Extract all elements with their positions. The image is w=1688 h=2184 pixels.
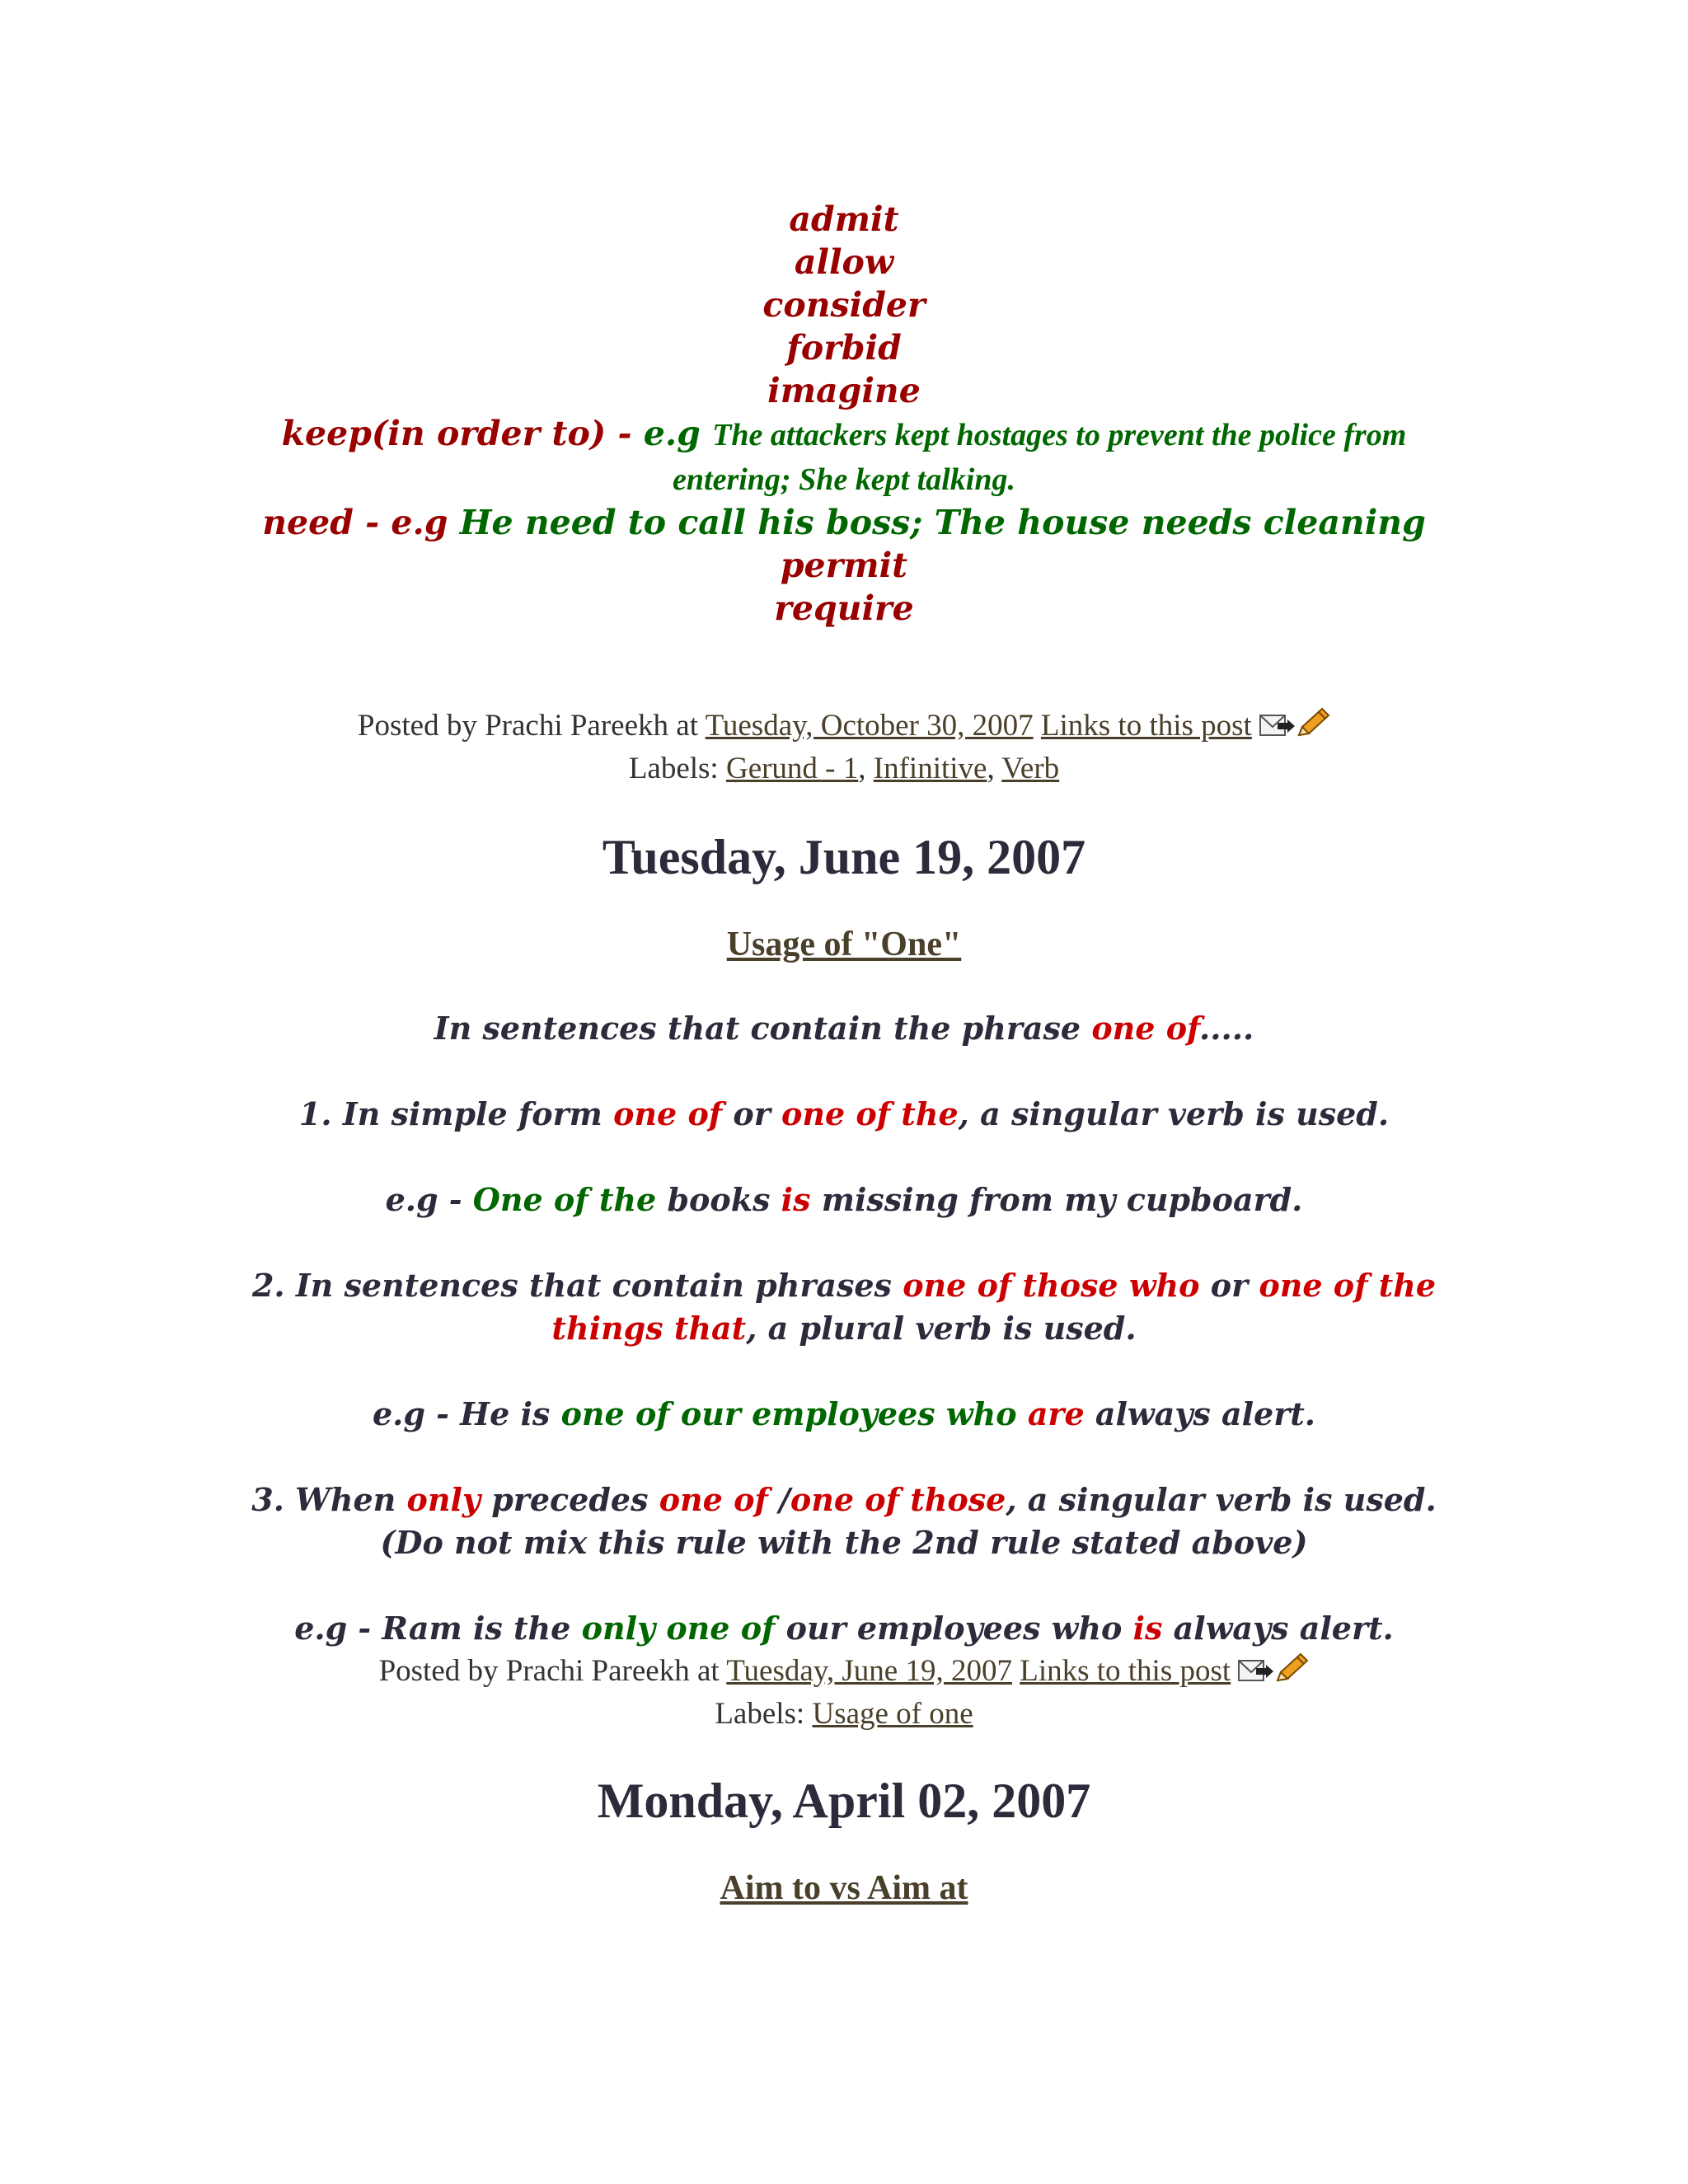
label-link[interactable]: Verb xyxy=(1001,752,1060,785)
verb-item: require xyxy=(774,588,914,628)
keep-eg: e.g xyxy=(643,414,701,453)
rule-text: or xyxy=(733,1095,771,1132)
keep-sep: - xyxy=(606,414,644,453)
rule-text: 1. In simple form xyxy=(298,1095,603,1132)
highlight: one of the xyxy=(1259,1267,1437,1304)
date-header: Tuesday, June 19, 2007 xyxy=(602,830,1086,884)
highlight: only xyxy=(406,1481,481,1518)
posted-by: Posted by Prachi Pareekh at xyxy=(378,1654,720,1688)
highlight-green: only one of xyxy=(581,1610,776,1647)
email-post-icon[interactable] xyxy=(1238,1653,1274,1696)
post-title xyxy=(0,1867,1688,1910)
highlight: one of those xyxy=(790,1481,1006,1518)
highlight: are xyxy=(1027,1395,1085,1432)
example-text: always alert. xyxy=(1095,1395,1316,1432)
example-text: missing from my cupboard. xyxy=(821,1181,1303,1218)
highlight: one of the xyxy=(781,1095,959,1132)
rule-3-note: (Do not mix this rule with the 2nd rule stated above) xyxy=(380,1524,1308,1561)
edit-pencil-icon[interactable] xyxy=(1274,1652,1309,1696)
example-2 xyxy=(0,1393,1688,1436)
date-header: Monday, April 02, 2007 xyxy=(597,1774,1091,1828)
labels-prefix: Labels: xyxy=(715,1697,805,1731)
example-1 xyxy=(0,1179,1688,1221)
highlight-green: one of our employees who xyxy=(560,1395,1017,1432)
rule-text: , a plural verb is used. xyxy=(746,1310,1137,1347)
intro-text: In sentences that contain the phrase xyxy=(434,1010,1081,1047)
verb-item: imagine xyxy=(767,371,921,410)
highlight-green: One of the xyxy=(472,1181,657,1218)
intro-end: ..... xyxy=(1199,1010,1254,1047)
example-text: e.g - Ram is the xyxy=(294,1610,571,1647)
label-link[interactable]: Infinitive xyxy=(873,752,987,785)
example-text: our employees who xyxy=(785,1610,1123,1647)
example-text: e.g - xyxy=(385,1181,462,1218)
highlight: one of xyxy=(659,1481,768,1518)
highlight: one of those who xyxy=(903,1267,1200,1304)
keep-verb: keep(in order to) xyxy=(281,414,607,453)
intro-line xyxy=(0,1007,1688,1050)
need-line xyxy=(0,501,1688,544)
label-link[interactable]: Gerund - 1 xyxy=(725,752,859,785)
need-prefix: need - e.g xyxy=(262,503,448,542)
highlight: things that xyxy=(551,1310,747,1347)
edit-pencil-icon[interactable] xyxy=(1296,707,1330,751)
verb-item: allow xyxy=(794,242,894,282)
verb-item: consider xyxy=(762,285,926,325)
links-to-post[interactable]: Links to this post xyxy=(1040,709,1252,743)
need-example: He need to call his boss; The house needs cleaning xyxy=(459,503,1426,542)
highlight: one of xyxy=(613,1095,723,1132)
post-date-link[interactable]: Tuesday, October 30, 2007 xyxy=(705,709,1034,743)
rule-text: , a singular verb is used. xyxy=(1006,1481,1437,1518)
example-text: books xyxy=(667,1181,771,1218)
rule-1 xyxy=(0,1093,1688,1136)
rule-text: 2. In sentences that contain phrases xyxy=(251,1267,892,1304)
rule-text: precedes xyxy=(491,1481,649,1518)
verb-item: forbid xyxy=(786,328,902,368)
highlight: is xyxy=(781,1181,811,1218)
keep-line-2 xyxy=(0,457,1688,501)
post-title-link[interactable]: Usage of "One" xyxy=(726,926,962,963)
rule-text: 3. When xyxy=(251,1481,396,1518)
verb-item: permit xyxy=(780,546,908,585)
post-labels xyxy=(0,1693,1688,1736)
post-labels: Labels: Gerund - 1, Infinitive, Verb xyxy=(628,752,1060,785)
post-footer xyxy=(0,705,1688,751)
verb-item: admit xyxy=(789,199,899,239)
keep-line xyxy=(0,412,1688,457)
email-post-icon[interactable] xyxy=(1259,708,1296,751)
rule-text: or xyxy=(1210,1267,1249,1304)
highlight: one of xyxy=(1091,1010,1200,1047)
posted-by: Posted by Prachi Pareekh at xyxy=(357,709,698,743)
highlight: is xyxy=(1132,1610,1163,1647)
keep-example-2: entering; She kept talking. xyxy=(673,462,1015,497)
rule-2 xyxy=(0,1264,1688,1307)
example-3 xyxy=(0,1607,1688,1650)
post-footer xyxy=(0,1650,1688,1696)
post-title-link[interactable]: Aim to vs Aim at xyxy=(720,1869,968,1907)
label-link[interactable]: Usage of one xyxy=(812,1697,973,1731)
example-text: always alert. xyxy=(1173,1610,1394,1647)
rule-2-cont xyxy=(0,1307,1688,1350)
example-text: e.g - He is xyxy=(372,1395,551,1432)
verb-list xyxy=(0,198,1688,630)
post-title xyxy=(0,923,1688,966)
post-date-link[interactable]: Tuesday, June 19, 2007 xyxy=(726,1654,1012,1688)
labels-prefix: Labels: xyxy=(628,752,719,785)
rule-text: / xyxy=(779,1481,790,1518)
rule-text: , a singular verb is used. xyxy=(958,1095,1390,1132)
keep-example-1: The attackers kept hostages to prevent the police from xyxy=(712,418,1407,452)
links-to-post[interactable]: Links to this post xyxy=(1020,1654,1231,1688)
rule-3 xyxy=(0,1479,1688,1521)
